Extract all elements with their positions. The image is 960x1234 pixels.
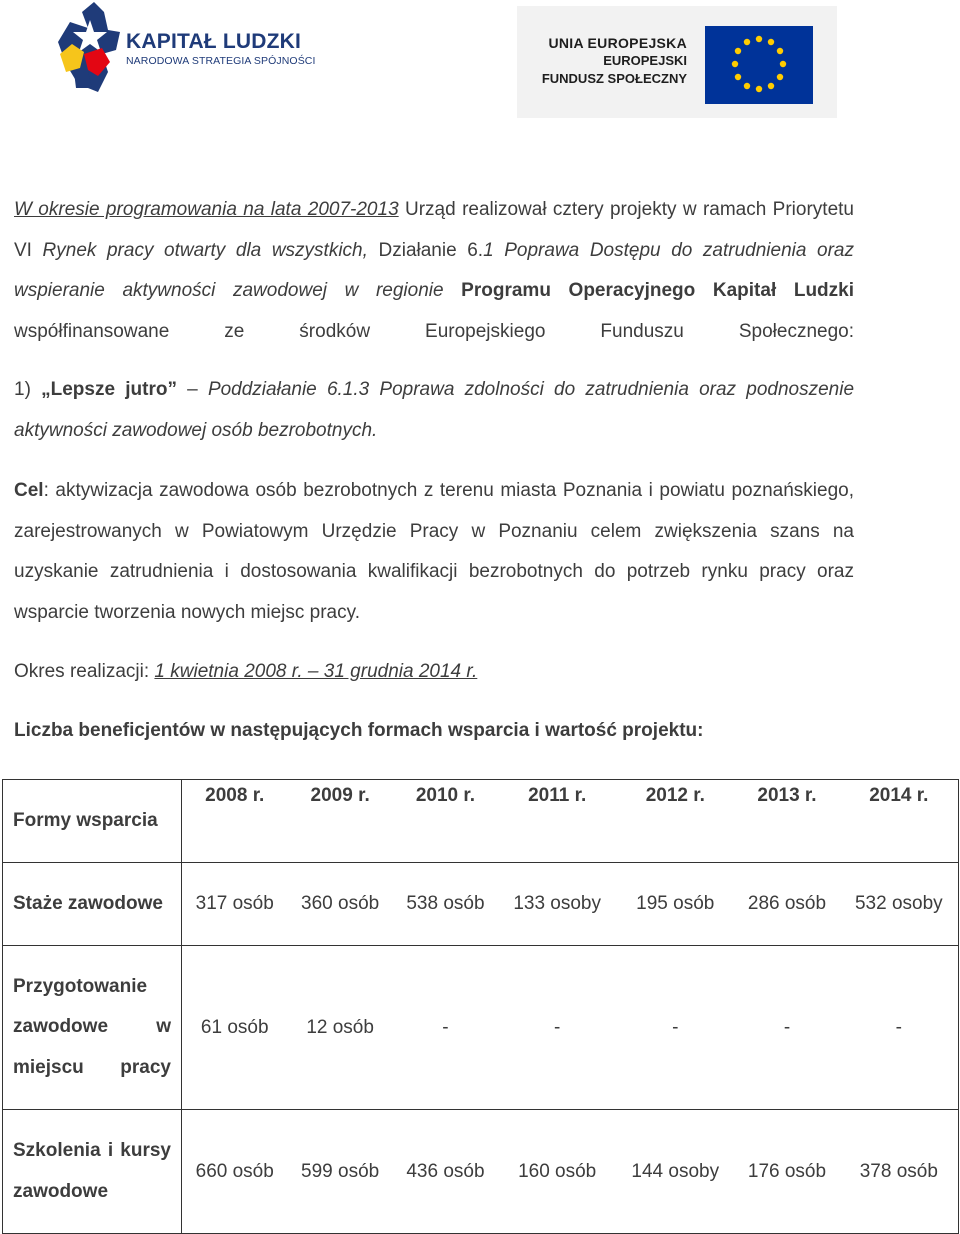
goal-label: Cel xyxy=(14,480,44,501)
value-cell: 144 osoby xyxy=(616,1110,734,1234)
table-header-row xyxy=(3,780,959,863)
beneficiaries-table xyxy=(2,779,959,1234)
row-label: Przygotowanie zawodowe w miejscu pracy xyxy=(13,975,171,1078)
value-cell: 436 osób xyxy=(393,1110,498,1234)
value-cell: 378 osób xyxy=(840,1110,959,1234)
value-cell: 599 osób xyxy=(287,1110,392,1234)
value-cell: 360 osób xyxy=(287,863,392,946)
table-row xyxy=(3,863,959,946)
row-label: Staże zawodowe xyxy=(13,892,163,914)
intro-period: W okresie programowania na lata 2007-2013 xyxy=(14,199,399,220)
value-cell: 12 osób xyxy=(287,946,392,1110)
eu-line-2: EUROPEJSKI xyxy=(603,53,687,68)
value-cell: 160 osób xyxy=(498,1110,616,1234)
period-label: Okres realizacji: xyxy=(14,661,155,682)
eu-line-1: UNIA EUROPEJSKA xyxy=(548,35,687,51)
document-body xyxy=(14,190,854,751)
value-cell: 176 osób xyxy=(734,1110,839,1234)
row-label-cell xyxy=(3,946,182,1110)
row-label: Szkolenia i kursy zawodowe xyxy=(13,1140,171,1202)
year-cell: 2009 r. xyxy=(287,780,392,863)
project-paragraph xyxy=(14,370,854,451)
eu-logo-text xyxy=(542,34,687,88)
value-cell: 532 osoby xyxy=(840,863,959,946)
goal-text: : aktywizacja zawodowa osób bezrobotnych z terenu miasta Poznania i powiatu poznańskiego, zarejestrowanych w Powiatowym Urzędzie Pracy w Poznaniu celem zwiększenia szans na uzyskanie zatrudnienia i dostosowania kwalifikacji bezrobotnych do potrzeb rynku pracy oraz wsparcie tworzenia nowych miejsc pracy. xyxy=(14,480,854,623)
intro-programme-name: Programu Operacyjnego Kapitał Ludzki xyxy=(443,280,855,301)
intro-text-1: Urząd realizował cztery projekty w ramach Priorytetu VI xyxy=(14,199,854,261)
row-label-cell xyxy=(3,863,182,946)
intro-paragraph xyxy=(14,190,854,352)
kapital-ludzki-title: KAPITAŁ LUDZKI xyxy=(126,30,302,53)
value-cell: 286 osób xyxy=(734,863,839,946)
project-dash: – xyxy=(176,379,208,400)
intro-text-3: współfinansowane ze środków Europejskiego Funduszu Społecznego: xyxy=(14,320,854,342)
intro-measure-name: 1 Poprawa Dostępu do zatrudnienia oraz wspieranie aktywności zawodowej w regionie xyxy=(14,239,854,301)
value-cell: - xyxy=(840,946,959,1110)
goal-paragraph xyxy=(14,471,854,633)
row-label-cell xyxy=(3,1110,182,1234)
value-cell: - xyxy=(498,946,616,1110)
period-paragraph xyxy=(14,652,854,693)
project-number: 1) xyxy=(14,379,42,400)
kapital-ludzki-logo xyxy=(58,2,316,92)
value-cell: - xyxy=(393,946,498,1110)
table-header-label: Formy wsparcia xyxy=(13,809,158,831)
year-cell: 2010 r. xyxy=(393,780,498,863)
value-cell: 538 osób xyxy=(393,863,498,946)
intro-text-2: Działanie 6. xyxy=(367,239,484,261)
kapital-ludzki-star-icon xyxy=(58,2,120,92)
year-cell: 2013 r. xyxy=(734,780,839,863)
year-cell: 2012 r. xyxy=(616,780,734,863)
table-header-cell xyxy=(3,780,182,863)
project-measure: Poddziałanie 6.1.3 xyxy=(207,379,370,400)
value-cell: 133 osoby xyxy=(498,863,616,946)
value-cell: - xyxy=(616,946,734,1110)
value-cell: 660 osób xyxy=(182,1110,288,1234)
project-description: Poprawa zdolności do zatrudnienia oraz podnoszenie aktywności zawodowej osób bezrobotnych. xyxy=(14,379,855,441)
year-cell: 2008 r. xyxy=(182,780,288,863)
year-cell: 2011 r. xyxy=(498,780,616,863)
table-row xyxy=(3,1110,959,1234)
eu-logo xyxy=(517,6,837,118)
value-cell: - xyxy=(734,946,839,1110)
value-cell: 61 osób xyxy=(182,946,288,1110)
year-cell: 2014 r. xyxy=(840,780,959,863)
project-name: „Lepsze jutro” xyxy=(41,379,177,400)
intro-priority-name: Rynek pracy otwarty dla wszystkich, xyxy=(42,239,368,261)
header-logos xyxy=(0,0,960,125)
eu-line-3: FUNDUSZ SPOŁECZNY xyxy=(541,71,687,86)
period-value: 1 kwietnia 2008 r. – 31 grudnia 2014 r. xyxy=(154,661,478,682)
value-cell: 195 osób xyxy=(616,863,734,946)
table-heading: Liczba beneficjentów w następujących formach wsparcia i wartość projektu: xyxy=(14,719,704,741)
kapital-ludzki-subtitle: NARODOWA STRATEGIA SPÓJNOŚCI xyxy=(126,55,316,67)
value-cell: 317 osób xyxy=(182,863,288,946)
table-row xyxy=(3,946,959,1110)
eu-flag-icon xyxy=(705,26,813,104)
